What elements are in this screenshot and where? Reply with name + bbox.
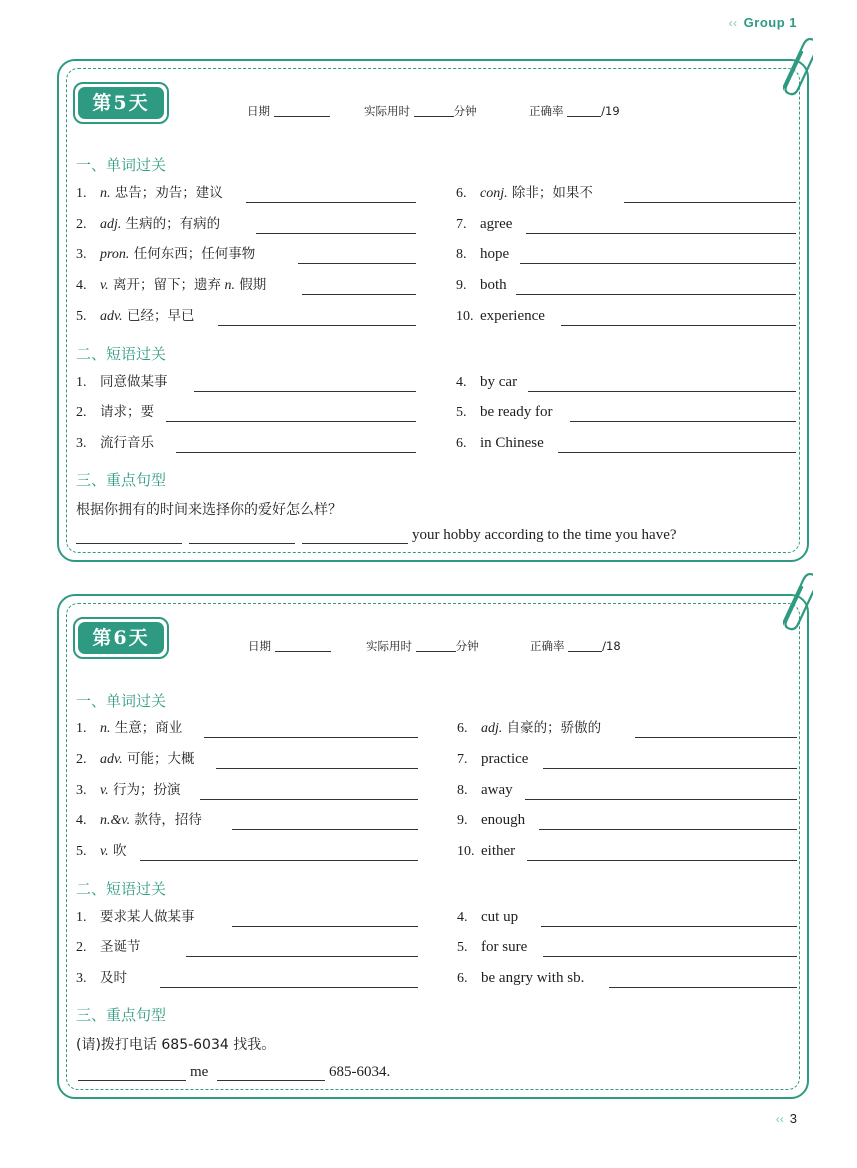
accuracy-field: 正确率 /18 [530,639,621,653]
date-blank[interactable] [275,651,331,652]
answer-blank[interactable] [528,391,796,392]
answer-blank[interactable] [232,829,418,830]
word-item: 7. agree [456,214,796,234]
section-word: 一、单词过关 [76,692,167,710]
sentence-english-mid: me [190,1064,209,1080]
page-number: ‹‹ 3 [775,1111,797,1126]
answer-blank[interactable] [516,294,796,295]
answer-blank[interactable] [216,768,418,769]
phrase-item: 4. by car [456,372,796,392]
accuracy-field: 正确率 /19 [529,104,620,118]
phrase-item: 1. 要求某人做某事 [76,907,418,927]
answer-blank[interactable] [609,987,797,988]
word-item: 8. away [457,780,797,800]
section-phrase: 二、短语过关 [76,345,167,363]
word-item: 5. adv. 已经；早已 [76,306,416,326]
phrase-item: 6. be angry with sb. [457,968,797,988]
word-item: 1. n. 忠告；劝告；建议 [76,183,416,203]
day6-card [57,594,809,1099]
answer-blank[interactable] [561,325,796,326]
word-item: 6. adj. 自豪的；骄傲的 [457,718,797,738]
date-field: 日期 [247,103,330,119]
section-sentence: 三、重点句型 [76,1006,167,1024]
answer-blank[interactable] [232,926,418,927]
answer-blank[interactable] [298,263,416,264]
date-field: 日期 [248,638,331,654]
answer-blank[interactable] [302,294,416,295]
date-blank[interactable] [274,116,330,117]
answer-blank[interactable] [194,391,416,392]
phrase-item: 2. 圣诞节 [76,937,418,957]
answer-blank[interactable] [527,860,797,861]
sentence-blank[interactable] [189,543,295,544]
phrase-item: 3. 流行音乐 [76,433,416,453]
word-item: 3. pron. 任何东西；任何事物 [76,244,416,264]
time-blank[interactable] [414,116,454,117]
sentence-blank[interactable] [78,1080,186,1081]
answer-blank[interactable] [558,452,796,453]
time-field: 实际用时 分钟 [364,104,477,118]
time-blank[interactable] [416,651,456,652]
answer-blank[interactable] [176,452,416,453]
accuracy-blank[interactable] [568,651,602,652]
word-item: 10. experience [456,306,796,326]
section-word: 一、单词过关 [76,156,167,174]
day-badge: 第5天 [73,82,169,124]
word-item: 3. v. 行为；扮演 [76,780,418,800]
phrase-item: 2. 请求；要 [76,402,416,422]
answer-blank[interactable] [256,233,416,234]
word-item: 2. adj. 生病的；有病的 [76,214,416,234]
sentence-chinese: 根据你拥有的时间来选择你的爱好怎么样？ [76,502,342,518]
answer-blank[interactable] [200,799,418,800]
group-label: ‹‹ Group 1 [728,15,797,30]
sentence-english: your hobby according to the time you have? [412,527,677,543]
word-item: 5. v. 吹 [76,841,418,861]
double-chevron-left-icon: ‹‹ [728,16,738,30]
answer-blank[interactable] [526,233,796,234]
phrase-item: 1. 同意做某事 [76,372,416,392]
answer-blank[interactable] [520,263,796,264]
paperclip-icon [783,33,813,103]
answer-blank[interactable] [624,202,796,203]
answer-blank[interactable] [525,799,797,800]
phrase-item: 6. in Chinese [456,433,796,453]
paperclip-icon [783,568,813,638]
phrase-item: 4. cut up [457,907,797,927]
time-field: 实际用时 分钟 [366,639,479,653]
answer-blank[interactable] [218,325,416,326]
accuracy-blank[interactable] [567,116,601,117]
word-item: 7. practice [457,749,797,769]
answer-blank[interactable] [541,926,797,927]
phrase-item: 3. 及时 [76,968,418,988]
sentence-chinese: (请)拨打电话 685-6034 找我。 [76,1037,276,1053]
phrase-item: 5. for sure [457,937,797,957]
double-chevron-left-icon: ‹‹ [775,1112,784,1126]
word-item: 9. enough [457,810,797,830]
day-badge: 第6天 [73,617,169,659]
sentence-blank[interactable] [76,543,182,544]
phrase-item: 5. be ready for [456,402,796,422]
answer-blank[interactable] [635,737,797,738]
sentence-blank[interactable] [302,543,408,544]
sentence-blank[interactable] [217,1080,325,1081]
day5-card [57,59,809,562]
answer-blank[interactable] [543,768,797,769]
word-item: 4. v. 离开；留下；遗弃 n. 假期 [76,275,416,295]
answer-blank[interactable] [539,829,797,830]
answer-blank[interactable] [166,421,416,422]
section-sentence: 三、重点句型 [76,471,167,489]
answer-blank[interactable] [204,737,418,738]
answer-blank[interactable] [543,956,797,957]
sentence-english-end: 685-6034. [329,1064,391,1080]
word-item: 8. hope [456,244,796,264]
word-item: 10. either [457,841,797,861]
answer-blank[interactable] [140,860,418,861]
answer-blank[interactable] [160,987,418,988]
word-item: 2. adv. 可能；大概 [76,749,418,769]
section-phrase: 二、短语过关 [76,880,167,898]
word-item: 4. n.&v. 款待，招待 [76,810,418,830]
word-item: 6. conj. 除非；如果不 [456,183,796,203]
word-item: 1. n. 生意；商业 [76,718,418,738]
word-item: 9. both [456,275,796,295]
answer-blank[interactable] [186,956,418,957]
answer-blank[interactable] [246,202,416,203]
answer-blank[interactable] [570,421,796,422]
